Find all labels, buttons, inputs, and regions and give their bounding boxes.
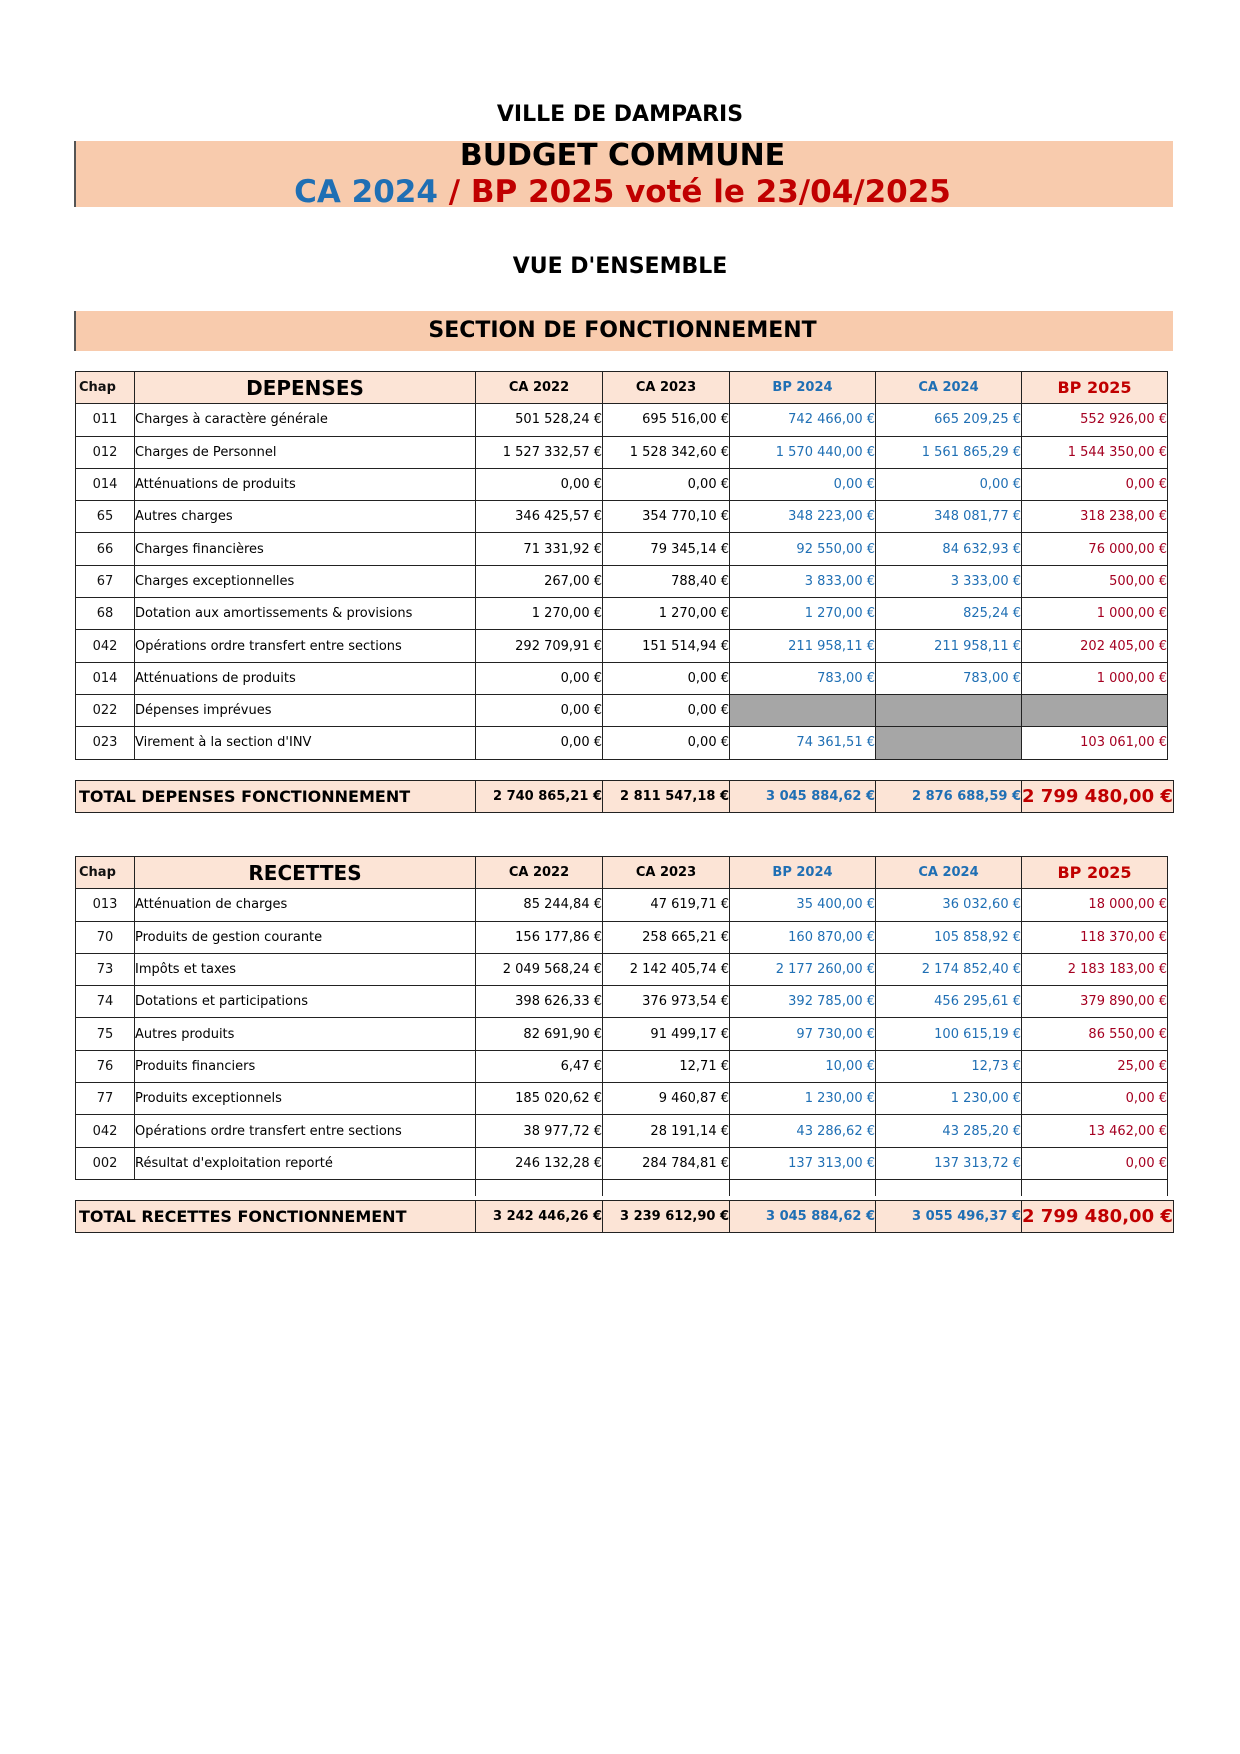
chap-header: Chap xyxy=(76,372,135,404)
amount-cell: 160 870,00 € xyxy=(730,921,876,953)
amount-cell: 318 238,00 € xyxy=(1022,501,1168,533)
amount-cell: 376 973,54 € xyxy=(603,986,730,1018)
row-label: Produits exceptionnels xyxy=(135,1083,476,1115)
chapter-code: 022 xyxy=(76,694,135,726)
recettes-total-ca2024: 3 055 496,37 € xyxy=(876,1201,1022,1233)
chapter-code: 76 xyxy=(76,1050,135,1082)
amount-cell: 118 370,00 € xyxy=(1022,921,1168,953)
col-header-ca2023: CA 2023 xyxy=(603,372,730,404)
amount-cell: 2 142 405,74 € xyxy=(603,953,730,985)
amount-cell: 0,00 € xyxy=(476,662,603,694)
amount-cell: 825,24 € xyxy=(876,598,1022,630)
row-label: Autres produits xyxy=(135,1018,476,1050)
recettes-row xyxy=(76,1018,1168,1050)
subtitle-ca: CA 2024 xyxy=(294,174,438,210)
empty-cell xyxy=(76,1179,135,1196)
chapter-code: 65 xyxy=(76,501,135,533)
depenses-row xyxy=(76,468,1168,500)
recettes-row xyxy=(76,1050,1168,1082)
overview-title: VUE D'ENSEMBLE xyxy=(512,254,728,279)
section-title: SECTION DE FONCTIONNEMENT xyxy=(428,318,817,343)
recettes-total-row xyxy=(76,1201,1174,1233)
amount-cell: 0,00 € xyxy=(603,662,730,694)
amount-cell: 82 691,90 € xyxy=(476,1018,603,1050)
empty-cell xyxy=(876,1179,1022,1196)
row-label: Dotation aux amortissements & provisions xyxy=(135,598,476,630)
chap-header: Chap xyxy=(76,857,135,889)
row-label: Atténuations de produits xyxy=(135,468,476,500)
amount-cell: 97 730,00 € xyxy=(730,1018,876,1050)
chapter-code: 012 xyxy=(76,436,135,468)
row-label: Virement à la section d'INV xyxy=(135,727,476,759)
amount-cell: 71 331,92 € xyxy=(476,533,603,565)
row-label: Autres charges xyxy=(135,501,476,533)
depenses-row xyxy=(76,630,1168,662)
empty-cell xyxy=(876,694,1022,726)
amount-cell: 0,00 € xyxy=(1022,1083,1168,1115)
amount-cell: 0,00 € xyxy=(476,694,603,726)
amount-cell: 25,00 € xyxy=(1022,1050,1168,1082)
depenses-row xyxy=(76,404,1168,436)
amount-cell: 47 619,71 € xyxy=(603,889,730,921)
depenses-row xyxy=(76,694,1168,726)
amount-cell: 12,71 € xyxy=(603,1050,730,1082)
amount-cell: 1 528 342,60 € xyxy=(603,436,730,468)
amount-cell: 695 516,00 € xyxy=(603,404,730,436)
depenses-header-row xyxy=(76,372,1168,404)
depenses-total-table xyxy=(75,780,1174,813)
amount-cell: 1 527 332,57 € xyxy=(476,436,603,468)
recettes-row xyxy=(76,986,1168,1018)
amount-cell: 103 061,00 € xyxy=(1022,727,1168,759)
col-header-ca2022: CA 2022 xyxy=(476,372,603,404)
amount-cell: 1 570 440,00 € xyxy=(730,436,876,468)
amount-cell: 1 561 865,29 € xyxy=(876,436,1022,468)
row-label: Opérations ordre transfert entre sections xyxy=(135,630,476,662)
chapter-code: 011 xyxy=(76,404,135,436)
amount-cell: 85 244,84 € xyxy=(476,889,603,921)
amount-cell: 3 833,00 € xyxy=(730,565,876,597)
col-header-ca2024: CA 2024 xyxy=(876,372,1022,404)
row-label: Atténuations de produits xyxy=(135,662,476,694)
amount-cell: 79 345,14 € xyxy=(603,533,730,565)
recettes-spacer-row xyxy=(76,1179,1168,1196)
col-header-bp2025: BP 2025 xyxy=(1022,857,1168,889)
chapter-code: 042 xyxy=(76,630,135,662)
amount-cell: 100 615,19 € xyxy=(876,1018,1022,1050)
recettes-header: RECETTES xyxy=(135,857,476,889)
recettes-total-table xyxy=(75,1200,1174,1233)
amount-cell: 2 183 183,00 € xyxy=(1022,953,1168,985)
depenses-row xyxy=(76,565,1168,597)
row-label: Dotations et participations xyxy=(135,986,476,1018)
chapter-code: 014 xyxy=(76,468,135,500)
row-label: Résultat d'exploitation reporté xyxy=(135,1147,476,1179)
col-header-ca2022: CA 2022 xyxy=(476,857,603,889)
amount-cell: 292 709,91 € xyxy=(476,630,603,662)
recettes-row xyxy=(76,889,1168,921)
depenses-row xyxy=(76,501,1168,533)
amount-cell: 211 958,11 € xyxy=(876,630,1022,662)
empty-cell xyxy=(730,1179,876,1196)
amount-cell: 151 514,94 € xyxy=(603,630,730,662)
amount-cell: 1 230,00 € xyxy=(730,1083,876,1115)
amount-cell: 28 191,14 € xyxy=(603,1115,730,1147)
amount-cell: 0,00 € xyxy=(1022,1147,1168,1179)
depenses-table xyxy=(75,371,1168,760)
col-header-bp2024: BP 2024 xyxy=(730,857,876,889)
recettes-total-bp2025: 2 799 480,00 € xyxy=(1022,1201,1174,1233)
depenses-total-bp2024: 3 045 884,62 € xyxy=(730,781,876,813)
amount-cell: 346 425,57 € xyxy=(476,501,603,533)
amount-cell: 348 223,00 € xyxy=(730,501,876,533)
col-header-ca2024: CA 2024 xyxy=(876,857,1022,889)
recettes-header-row xyxy=(76,857,1168,889)
recettes-row xyxy=(76,1147,1168,1179)
depenses-total-bp2025: 2 799 480,00 € xyxy=(1022,781,1174,813)
amount-cell: 6,47 € xyxy=(476,1050,603,1082)
subtitle-separator: / xyxy=(437,174,471,210)
amount-cell: 2 049 568,24 € xyxy=(476,953,603,985)
subtitle-bp: BP 2025 voté le 23/04/2025 xyxy=(470,174,951,210)
amount-cell: 1 000,00 € xyxy=(1022,662,1168,694)
amount-cell: 1 270,00 € xyxy=(476,598,603,630)
amount-cell: 35 400,00 € xyxy=(730,889,876,921)
row-label: Charges exceptionnelles xyxy=(135,565,476,597)
amount-cell: 137 313,00 € xyxy=(730,1147,876,1179)
empty-cell xyxy=(1022,1179,1168,1196)
amount-cell: 0,00 € xyxy=(476,727,603,759)
amount-cell: 12,73 € xyxy=(876,1050,1022,1082)
amount-cell: 379 890,00 € xyxy=(1022,986,1168,1018)
amount-cell: 1 544 350,00 € xyxy=(1022,436,1168,468)
amount-cell: 0,00 € xyxy=(876,468,1022,500)
chapter-code: 014 xyxy=(76,662,135,694)
recettes-row xyxy=(76,1083,1168,1115)
depenses-row xyxy=(76,598,1168,630)
amount-cell: 783,00 € xyxy=(876,662,1022,694)
empty-cell xyxy=(730,694,876,726)
amount-cell: 185 020,62 € xyxy=(476,1083,603,1115)
amount-cell: 13 462,00 € xyxy=(1022,1115,1168,1147)
amount-cell: 392 785,00 € xyxy=(730,986,876,1018)
empty-cell xyxy=(135,1179,476,1196)
depenses-total-ca2022: 2 740 865,21 € xyxy=(476,781,603,813)
depenses-total-row xyxy=(76,781,1174,813)
budget-title: BUDGET COMMUNE xyxy=(459,138,786,173)
amount-cell: 137 313,72 € xyxy=(876,1147,1022,1179)
col-header-bp2025: BP 2025 xyxy=(1022,372,1168,404)
depenses-total-ca2024: 2 876 688,59 € xyxy=(876,781,1022,813)
amount-cell: 246 132,28 € xyxy=(476,1147,603,1179)
row-label: Charges de Personnel xyxy=(135,436,476,468)
depenses-row xyxy=(76,533,1168,565)
amount-cell: 354 770,10 € xyxy=(603,501,730,533)
depenses-header: DEPENSES xyxy=(135,372,476,404)
chapter-code: 70 xyxy=(76,921,135,953)
recettes-table xyxy=(75,856,1168,1196)
amount-cell: 3 333,00 € xyxy=(876,565,1022,597)
amount-cell: 783,00 € xyxy=(730,662,876,694)
depenses-total-label: TOTAL DEPENSES FONCTIONNEMENT xyxy=(76,781,476,813)
row-label: Atténuation de charges xyxy=(135,889,476,921)
amount-cell: 86 550,00 € xyxy=(1022,1018,1168,1050)
city-name: VILLE DE DAMPARIS xyxy=(496,102,744,127)
recettes-row xyxy=(76,953,1168,985)
col-header-bp2024: BP 2024 xyxy=(730,372,876,404)
chapter-code: 74 xyxy=(76,986,135,1018)
recettes-total-label: TOTAL RECETTES FONCTIONNEMENT xyxy=(76,1201,476,1233)
row-label: Impôts et taxes xyxy=(135,953,476,985)
amount-cell: 0,00 € xyxy=(603,694,730,726)
chapter-code: 013 xyxy=(76,889,135,921)
recettes-row xyxy=(76,1115,1168,1147)
amount-cell: 267,00 € xyxy=(476,565,603,597)
amount-cell: 0,00 € xyxy=(603,468,730,500)
amount-cell: 74 361,51 € xyxy=(730,727,876,759)
amount-cell: 36 032,60 € xyxy=(876,889,1022,921)
amount-cell: 552 926,00 € xyxy=(1022,404,1168,436)
row-label: Produits financiers xyxy=(135,1050,476,1082)
recettes-total-bp2024: 3 045 884,62 € xyxy=(730,1201,876,1233)
chapter-code: 002 xyxy=(76,1147,135,1179)
chapter-code: 68 xyxy=(76,598,135,630)
amount-cell: 18 000,00 € xyxy=(1022,889,1168,921)
amount-cell: 0,00 € xyxy=(476,468,603,500)
depenses-row xyxy=(76,662,1168,694)
amount-cell: 1 000,00 € xyxy=(1022,598,1168,630)
row-label: Charges à caractère générale xyxy=(135,404,476,436)
amount-cell: 398 626,33 € xyxy=(476,986,603,1018)
amount-cell: 105 858,92 € xyxy=(876,921,1022,953)
amount-cell: 38 977,72 € xyxy=(476,1115,603,1147)
amount-cell: 348 081,77 € xyxy=(876,501,1022,533)
amount-cell: 156 177,86 € xyxy=(476,921,603,953)
amount-cell: 92 550,00 € xyxy=(730,533,876,565)
amount-cell: 665 209,25 € xyxy=(876,404,1022,436)
chapter-code: 042 xyxy=(76,1115,135,1147)
amount-cell: 0,00 € xyxy=(603,727,730,759)
chapter-code: 75 xyxy=(76,1018,135,1050)
amount-cell: 501 528,24 € xyxy=(476,404,603,436)
depenses-row xyxy=(76,727,1168,759)
recettes-row xyxy=(76,921,1168,953)
amount-cell: 284 784,81 € xyxy=(603,1147,730,1179)
row-label: Produits de gestion courante xyxy=(135,921,476,953)
chapter-code: 73 xyxy=(76,953,135,985)
amount-cell: 9 460,87 € xyxy=(603,1083,730,1115)
amount-cell: 1 270,00 € xyxy=(603,598,730,630)
amount-cell: 202 405,00 € xyxy=(1022,630,1168,662)
empty-cell xyxy=(1022,694,1168,726)
chapter-code: 77 xyxy=(76,1083,135,1115)
chapter-code: 67 xyxy=(76,565,135,597)
budget-subtitle xyxy=(74,174,1171,210)
amount-cell: 211 958,11 € xyxy=(730,630,876,662)
col-header-ca2023: CA 2023 xyxy=(603,857,730,889)
amount-cell: 43 286,62 € xyxy=(730,1115,876,1147)
amount-cell: 788,40 € xyxy=(603,565,730,597)
amount-cell: 0,00 € xyxy=(730,468,876,500)
amount-cell: 456 295,61 € xyxy=(876,986,1022,1018)
row-label: Opérations ordre transfert entre sections xyxy=(135,1115,476,1147)
amount-cell: 84 632,93 € xyxy=(876,533,1022,565)
recettes-total-ca2022: 3 242 446,26 € xyxy=(476,1201,603,1233)
empty-cell xyxy=(476,1179,603,1196)
recettes-total-ca2023: 3 239 612,90 € xyxy=(603,1201,730,1233)
amount-cell: 91 499,17 € xyxy=(603,1018,730,1050)
depenses-row xyxy=(76,436,1168,468)
row-label: Dépenses imprévues xyxy=(135,694,476,726)
amount-cell: 0,00 € xyxy=(1022,468,1168,500)
amount-cell: 742 466,00 € xyxy=(730,404,876,436)
amount-cell: 258 665,21 € xyxy=(603,921,730,953)
chapter-code: 66 xyxy=(76,533,135,565)
amount-cell: 2 174 852,40 € xyxy=(876,953,1022,985)
amount-cell: 10,00 € xyxy=(730,1050,876,1082)
amount-cell: 76 000,00 € xyxy=(1022,533,1168,565)
depenses-total-ca2023: 2 811 547,18 € xyxy=(603,781,730,813)
empty-cell xyxy=(603,1179,730,1196)
amount-cell: 1 270,00 € xyxy=(730,598,876,630)
amount-cell: 1 230,00 € xyxy=(876,1083,1022,1115)
amount-cell: 2 177 260,00 € xyxy=(730,953,876,985)
row-label: Charges financières xyxy=(135,533,476,565)
amount-cell: 500,00 € xyxy=(1022,565,1168,597)
chapter-code: 023 xyxy=(76,727,135,759)
amount-cell: 43 285,20 € xyxy=(876,1115,1022,1147)
empty-cell xyxy=(876,727,1022,759)
